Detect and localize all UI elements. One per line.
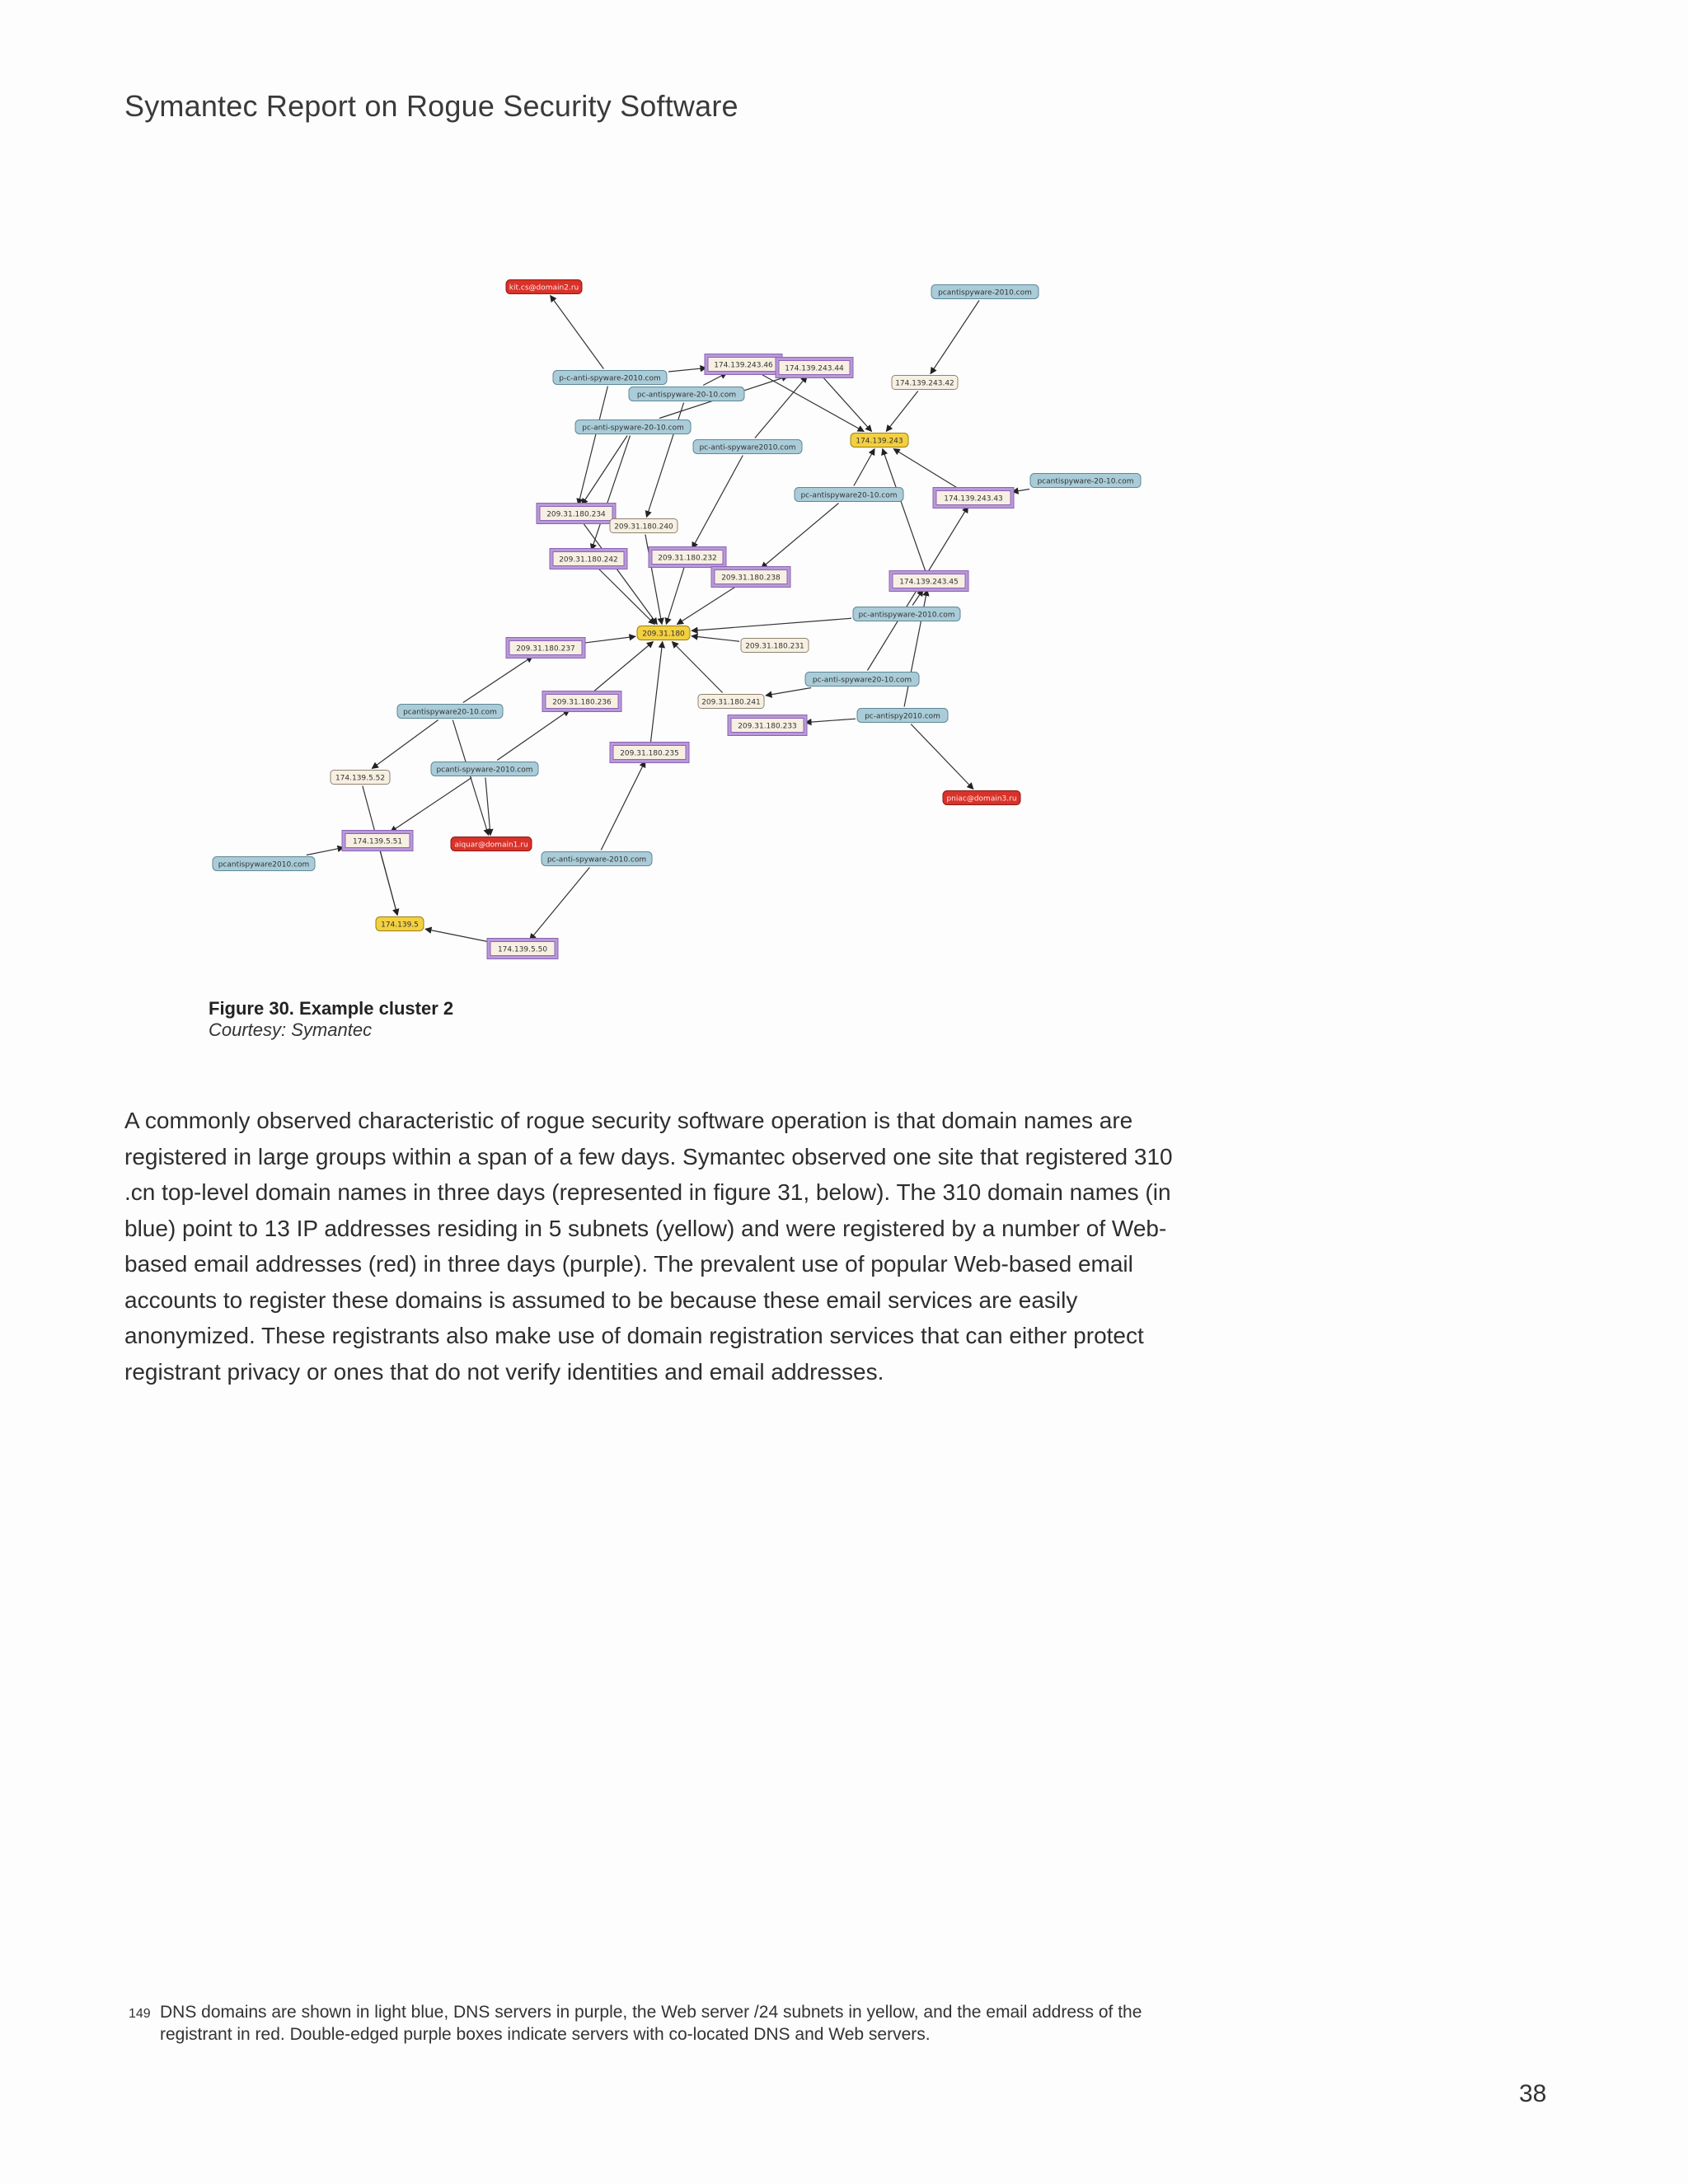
page-number: 38 xyxy=(1519,2080,1547,2107)
graph-edge xyxy=(1012,490,1029,492)
graph-node-domain xyxy=(931,285,1039,299)
graph-node-label: pc-antispyware-2010.com xyxy=(858,611,955,620)
graph-node-label: 209.31.180.237 xyxy=(516,644,575,654)
graph-edge xyxy=(931,301,979,374)
graph-edge xyxy=(761,504,838,569)
graph-node-label: pc-anti-spyware-2010.com xyxy=(546,855,647,865)
graph-node-domain xyxy=(213,857,315,871)
graph-node-domain xyxy=(795,488,903,502)
graph-node-ip xyxy=(698,695,764,709)
graph-edge xyxy=(601,762,645,851)
graph-node-dns xyxy=(610,743,689,763)
graph-edge xyxy=(822,377,871,432)
graph-node-web xyxy=(376,917,424,931)
graph-node-label: aiquar@domain1.ru xyxy=(454,841,528,850)
graph-node-label: kit.cs@domain2.ru xyxy=(509,284,579,293)
graph-edge xyxy=(692,636,739,641)
graph-node-web xyxy=(851,434,908,448)
graph-node-domain xyxy=(693,440,802,454)
graph-node-dns xyxy=(506,638,585,658)
graph-node-dns xyxy=(537,504,616,524)
graph-edge xyxy=(584,636,635,643)
graph-node-dns xyxy=(728,715,807,736)
footnote-number: 149 xyxy=(129,2007,151,2021)
graph-node-label: p-c-anti-spyware-2010.com xyxy=(559,374,661,383)
graph-node-dns xyxy=(933,488,1014,509)
graph-edge xyxy=(380,850,397,916)
graph-node-domain xyxy=(431,762,538,776)
graph-node-label: 174.139.243.42 xyxy=(895,379,954,388)
graph-node-label: pcanti-spyware-2010.com xyxy=(436,766,533,775)
graph-node-label: 174.139.5.51 xyxy=(352,837,403,846)
cluster-graph xyxy=(198,262,1187,971)
graph-edge xyxy=(854,449,874,486)
graph-node-label: 174.139.243.45 xyxy=(899,578,959,587)
graph-node-domain xyxy=(397,705,503,719)
graph-edge xyxy=(886,391,918,432)
graph-edge xyxy=(551,296,604,369)
graph-edge xyxy=(672,642,722,693)
graph-edge xyxy=(391,778,472,832)
graph-edge xyxy=(668,368,706,372)
graph-edge xyxy=(677,586,737,625)
graph-edge xyxy=(452,720,488,836)
graph-edge xyxy=(582,436,627,505)
graph-edge xyxy=(666,566,684,625)
graph-node-email xyxy=(943,791,1020,805)
graph-node-label: 174.139.5 xyxy=(381,921,419,930)
body-paragraph: A commonly observed characteristic of rogue security software operation is that domain names are registered in large groups within a span of a few days. Symantec observed one site that registered 310 .cn top-level domain names in three days (represented in figure 31, below). The 310 domain names (in blue) point to 13 IP addresses residing in 5 subnets (yellow) and were registered by a number of Web-based email addresses (red) in three days (purple). The prevalent use of popular Web-based email accounts to register these domains is assumed to be because these email services are easily anonymized. These registrants also make use of domain registration services that can either protect registrant privacy or ones that do not verify identities and email addresses. xyxy=(124,1108,1173,1385)
graph-edge xyxy=(307,847,344,855)
graph-node-label: pc-anti-spyware2010.com xyxy=(699,443,796,452)
graph-node-domain xyxy=(542,852,652,866)
footnote xyxy=(129,2001,1167,2046)
graph-edge xyxy=(911,724,973,790)
graph-node-label: 209.31.180 xyxy=(642,630,685,639)
graph-node-label: 209.31.180.238 xyxy=(721,574,781,583)
graph-node-label: 174.139.5.52 xyxy=(335,774,386,783)
graph-node-domain xyxy=(553,371,667,385)
graph-edge xyxy=(530,868,590,940)
graph-edge xyxy=(593,642,654,693)
graph-node-label: pcantispyware-20-10.com xyxy=(1037,477,1134,486)
graph-node-domain xyxy=(629,387,744,401)
graph-edge xyxy=(463,657,532,703)
graph-node-label: 209.31.180.240 xyxy=(614,523,673,532)
figure-caption xyxy=(209,998,453,1041)
graph-node-label: pc-anti-spyware-20-10.com xyxy=(582,424,684,433)
report-title: Symantec Report on Rogue Security Software xyxy=(124,89,738,123)
graph-node-label: pc-anti-spyware20-10.com xyxy=(812,676,912,685)
graph-node-label: pcantispyware2010.com xyxy=(218,860,310,869)
graph-edge xyxy=(805,719,856,722)
graph-node-label: 174.139.243 xyxy=(856,437,903,446)
graph-node-domain xyxy=(853,607,960,621)
graph-edge xyxy=(766,688,811,696)
graph-edge xyxy=(692,618,851,630)
graph-node-label: pniac@domain3.ru xyxy=(946,794,1017,804)
graph-node-dns xyxy=(889,571,968,592)
graph-node-dns xyxy=(649,547,726,568)
graph-node-label: 209.31.180.231 xyxy=(745,642,804,651)
graph-node-label: 209.31.180.236 xyxy=(552,698,612,707)
graph-edge xyxy=(883,449,926,573)
graph-edge xyxy=(598,568,655,625)
graph-node-label: 209.31.180.233 xyxy=(738,722,797,731)
graph-node-label: pc-antispy2010.com xyxy=(865,712,940,721)
graph-edge xyxy=(759,373,864,432)
graph-node-label: 174.139.5.50 xyxy=(497,945,548,954)
graph-node-domain xyxy=(805,673,919,687)
graph-node-web xyxy=(637,626,690,640)
graph-edge xyxy=(497,710,570,761)
graph-node-ip xyxy=(741,639,809,653)
graph-node-dns xyxy=(711,567,790,588)
graph-node-email xyxy=(451,837,532,851)
graph-node-label: pc-antispyware20-10.com xyxy=(800,491,898,500)
graph-nodes xyxy=(213,280,1141,959)
footnote-text: DNS domains are shown in light blue, DNS servers in purple, the Web server /24 subnets in yellow, and the email address of the registrant in red. Double-edged purple boxes indicate servers with co-located DNS and Web servers. xyxy=(160,2003,1142,2044)
graph-node-ip xyxy=(610,519,678,533)
graph-node-dns xyxy=(776,358,853,378)
graph-node-label: 209.31.180.234 xyxy=(546,510,606,519)
graph-edge xyxy=(372,720,438,769)
graph-edge xyxy=(912,590,923,606)
graph-edge xyxy=(692,456,743,549)
graph-node-dns xyxy=(542,691,621,712)
graph-node-label: 174.139.243.44 xyxy=(785,364,844,373)
graph-node-ip xyxy=(892,376,958,390)
graph-node-label: 209.31.180.242 xyxy=(559,555,618,565)
graph-node-dns xyxy=(705,354,782,375)
graph-node-label: pcantispyware20-10.com xyxy=(403,708,497,717)
graph-node-dns xyxy=(487,939,558,959)
graph-node-domain xyxy=(1030,474,1141,488)
graph-node-dns xyxy=(550,549,627,569)
graph-node-label: pc-antispyware-20-10.com xyxy=(636,391,737,400)
graph-edge xyxy=(425,929,489,942)
graph-node-domain xyxy=(857,709,948,723)
graph-node-label: 209.31.180.235 xyxy=(620,749,679,758)
graph-node-email xyxy=(506,280,582,294)
figure-caption-title: Figure 30. Example cluster 2 xyxy=(209,998,454,1019)
graph-edge xyxy=(893,449,959,490)
graph-node-label: 174.139.243.43 xyxy=(944,494,1003,504)
graph-node-dns xyxy=(342,831,413,851)
graph-node-label: pcantispyware-2010.com xyxy=(938,288,1032,298)
graph-node-ip xyxy=(331,771,390,785)
figure-caption-credit: Courtesy: Symantec xyxy=(209,1019,373,1040)
graph-node-label: 209.31.180.241 xyxy=(701,698,761,707)
graph-node-domain xyxy=(575,420,691,434)
graph-node-label: 209.31.180.232 xyxy=(658,554,717,563)
graph-node-label: 174.139.243.46 xyxy=(714,361,773,370)
graph-edge xyxy=(650,642,663,744)
